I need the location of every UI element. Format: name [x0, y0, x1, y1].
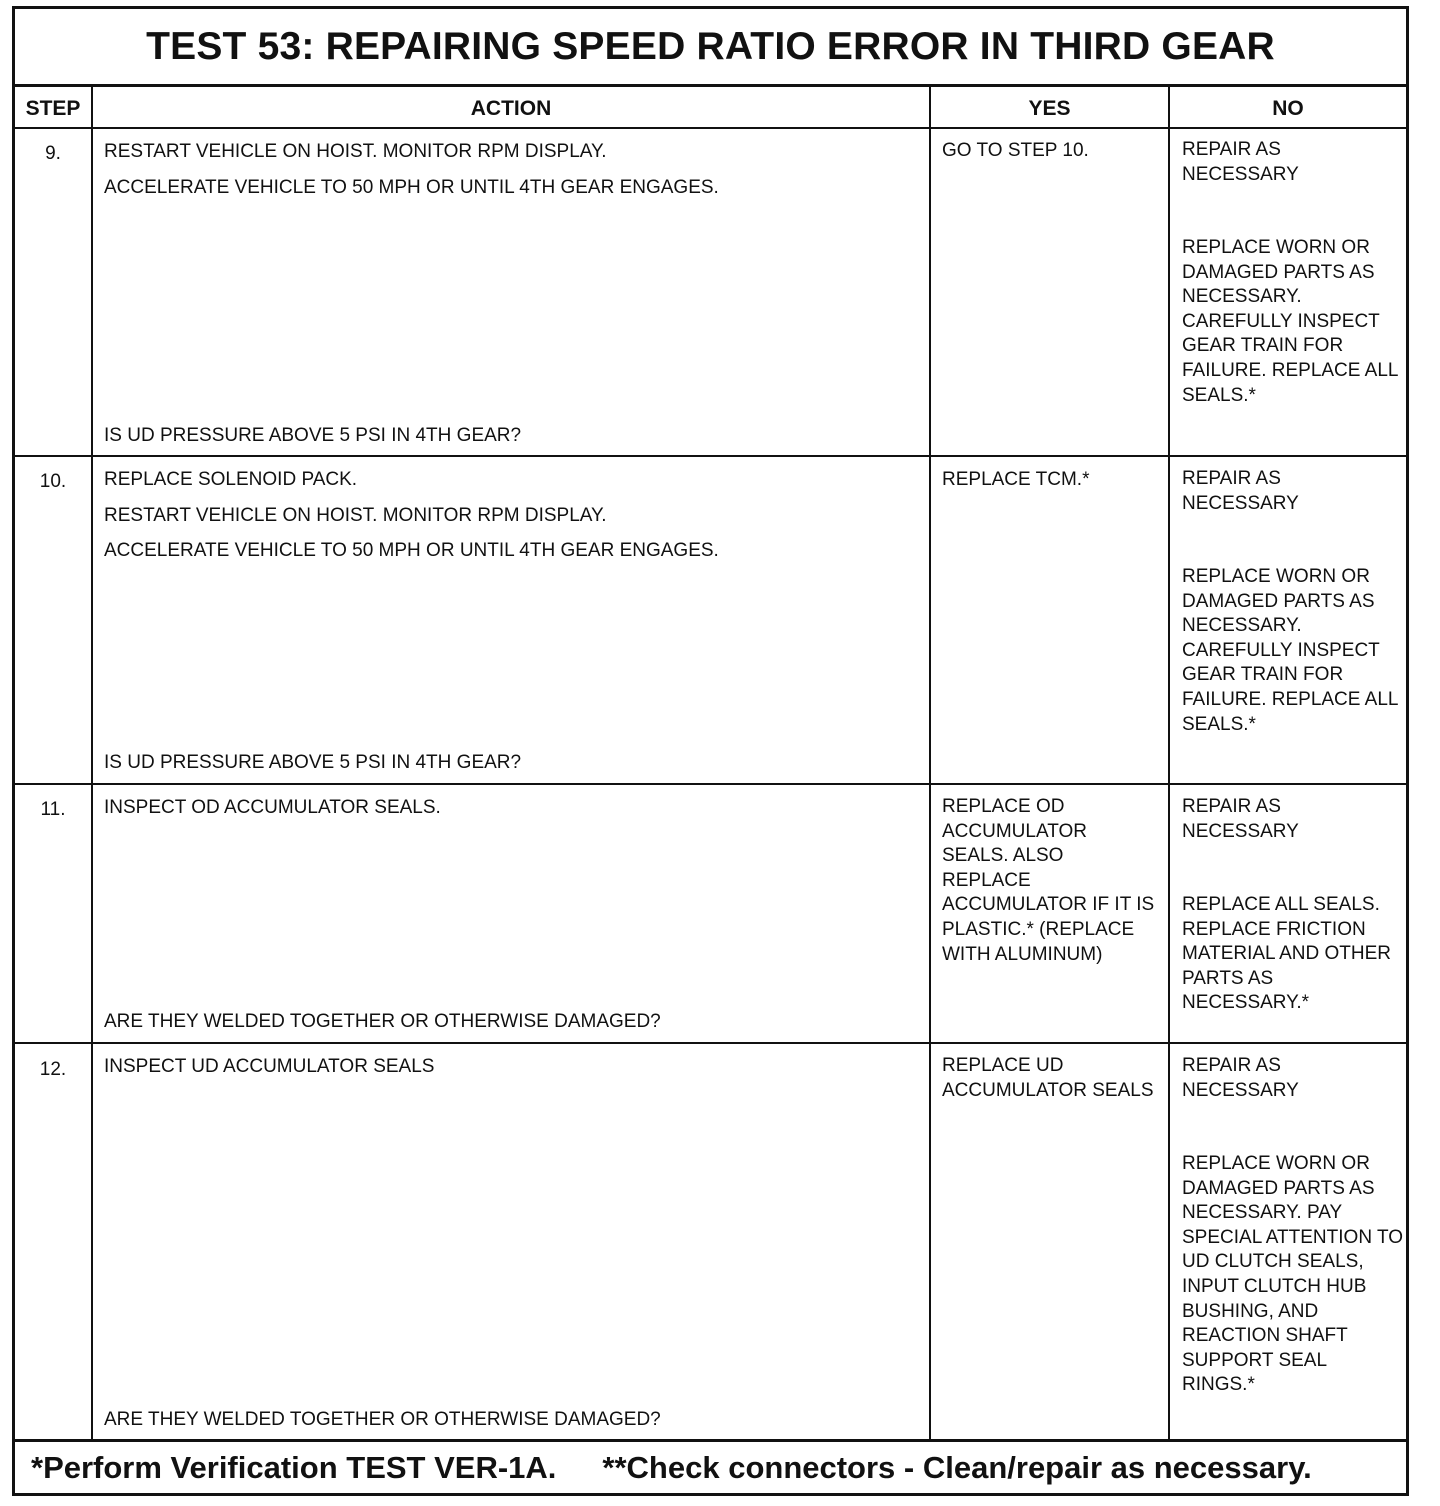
action-question: IS UD PRESSURE ABOVE 5 PSI IN 4TH GEAR? — [104, 752, 522, 773]
action-question: IS UD PRESSURE ABOVE 5 PSI IN 4TH GEAR? — [104, 425, 522, 446]
action-text: RESTART VEHICLE ON HOIST. MONITOR RPM DISPLAY. — [104, 141, 607, 162]
row-divider — [15, 783, 1406, 785]
action-cell — [104, 1055, 914, 1091]
column-divider — [91, 87, 93, 1442]
no-cell-top: REPAIR AS NECESSARY — [1182, 468, 1299, 514]
header-step: STEP — [25, 97, 81, 120]
action-cell — [104, 140, 914, 211]
action-text: INSPECT UD ACCUMULATOR SEALS — [104, 1056, 435, 1077]
no-cell-bottom: REPLACE ALL SEALS. REPLACE FRICTION MATERIAL AND OTHER PARTS AS NECESSARY.* — [1182, 894, 1392, 1014]
action-text: ACCELERATE VEHICLE TO 50 MPH OR UNTIL 4TH GEAR ENGAGES. — [104, 540, 719, 562]
action-question: ARE THEY WELDED TOGETHER OR OTHERWISE DAMAGED? — [104, 1011, 661, 1032]
no-cell-top: REPAIR AS NECESSARY — [1182, 139, 1299, 185]
no-cell-top: REPAIR AS NECESSARY — [1182, 796, 1299, 842]
yes-cell: GO TO STEP 10. — [942, 140, 1089, 161]
footer-note-left: *Perform Verification TEST VER-1A. — [31, 1449, 557, 1485]
column-divider — [1168, 87, 1170, 1442]
yes-cell: REPLACE TCM.* — [942, 469, 1090, 490]
no-cell-bottom: REPLACE WORN OR DAMAGED PARTS AS NECESSARY. CAREFULLY INSPECT GEAR TRAIN FOR FAILURE. REPLACE ALL SEALS.* — [1182, 237, 1398, 406]
header-divider — [15, 127, 1406, 129]
test-table — [12, 6, 1409, 1496]
footer-note-right: **Check connectors - Clean/repair as necessary. — [602, 1449, 1312, 1485]
action-cell — [104, 796, 914, 832]
no-cell-top: REPAIR AS NECESSARY — [1182, 1055, 1299, 1101]
action-question: ARE THEY WELDED TOGETHER OR OTHERWISE DAMAGED? — [104, 1409, 661, 1430]
yes-cell: REPLACE UD ACCUMULATOR SEALS — [942, 1055, 1154, 1101]
step-number: 12. — [39, 1059, 67, 1080]
header-action: ACTION — [470, 97, 552, 120]
yes-cell: REPLACE OD ACCUMULATOR SEALS. ALSO REPLACE ACCUMULATOR IF IT IS PLASTIC.* (REPLACE WITH ALUMINUM) — [942, 796, 1155, 965]
action-text: INSPECT OD ACCUMULATOR SEALS. — [104, 797, 441, 818]
action-text: ACCELERATE VEHICLE TO 50 MPH OR UNTIL 4TH GEAR ENGAGES. — [104, 176, 719, 198]
row-divider — [15, 1042, 1406, 1044]
header-no: NO — [1272, 97, 1304, 120]
action-text: REPLACE SOLENOID PACK. — [104, 469, 358, 490]
column-divider — [929, 87, 931, 1442]
step-number: 10. — [39, 471, 67, 492]
action-text: RESTART VEHICLE ON HOIST. MONITOR RPM DISPLAY. — [104, 504, 607, 526]
header-yes: YES — [1028, 97, 1071, 120]
action-cell — [104, 468, 914, 575]
no-cell-bottom: REPLACE WORN OR DAMAGED PARTS AS NECESSARY. PAY SPECIAL ATTENTION TO UD CLUTCH SEALS, INPUT CLUTCH HUB BUSHING, AND REACTION SHAFT SUPPORT SEAL RINGS.* — [1182, 1153, 1404, 1396]
footer-notes — [15, 1439, 1406, 1493]
step-number: 9. — [45, 143, 61, 164]
step-number: 11. — [40, 799, 66, 820]
page-title: TEST 53: REPAIRING SPEED RATIO ERROR IN THIRD GEAR — [15, 9, 1406, 87]
no-cell-bottom: REPLACE WORN OR DAMAGED PARTS AS NECESSARY. CAREFULLY INSPECT GEAR TRAIN FOR FAILURE. REPLACE ALL SEALS.* — [1182, 566, 1398, 735]
row-divider — [15, 455, 1406, 457]
